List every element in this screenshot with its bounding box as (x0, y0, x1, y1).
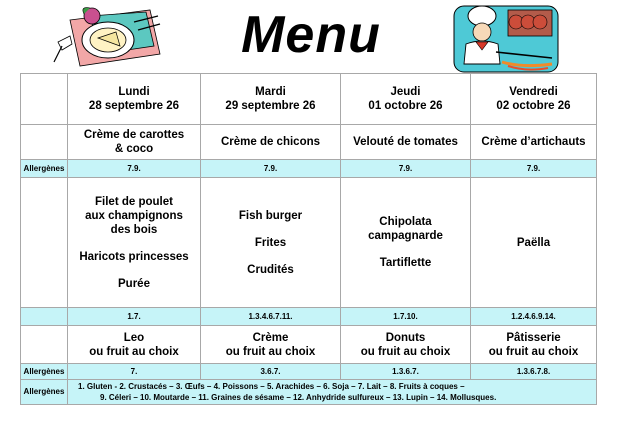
day-header (201, 74, 341, 125)
legend-line: 9. Céleri – 10. Moutarde – 11. Graines de sésame – 12. Anhydride sulfureux – 13. Lupin – 14. Mollusques. (100, 393, 497, 402)
dessert-allergen-row (21, 364, 597, 380)
allergen-label-empty (21, 308, 68, 326)
dessert-cell (201, 326, 341, 364)
legend-row (21, 380, 597, 405)
soup-allergen-row (21, 160, 597, 178)
allergen-codes: 7. (68, 364, 201, 380)
legend-line: 1. Gluten - 2. Crustacés – 3. Œufs – 4. Poissons – 5. Arachides – 6. Soja – 7. Lait – 8. Fruits à coques – (78, 382, 465, 391)
soup-name: Crème de carottes (83, 129, 185, 141)
allergen-codes: 1.7. (68, 308, 201, 326)
day-name: Mardi (255, 86, 286, 98)
main-item: aux champignons (85, 209, 183, 222)
day-header (68, 74, 201, 125)
main-item: Paëlla (516, 236, 551, 249)
row-label-empty (21, 326, 68, 364)
day-name: Jeudi (390, 86, 421, 98)
main-cell (471, 178, 597, 308)
dessert-name: Pâtisserie (506, 331, 561, 344)
main-item: Filet de poulet (95, 195, 173, 208)
days-row (21, 74, 597, 125)
dessert-alt: ou fruit au choix (360, 345, 451, 358)
main-cell (341, 178, 471, 308)
day-header (341, 74, 471, 125)
day-name: Lundi (118, 86, 150, 98)
main-item: Fish burger (238, 209, 303, 222)
soup-cell (471, 125, 597, 160)
main-item: Chipolata (379, 216, 432, 228)
allergen-codes: 1.3.4.6.7.11. (201, 308, 341, 326)
page-title: Menu (241, 6, 381, 64)
soup-cell (201, 125, 341, 160)
dessert-row (21, 326, 597, 364)
day-name: Vendredi (509, 86, 558, 98)
dessert-alt: ou fruit au choix (89, 345, 179, 358)
allergen-label: Allergènes (21, 160, 68, 178)
corner-cell (21, 74, 68, 125)
day-date: 28 septembre 26 (88, 100, 180, 112)
allergen-codes: 1.3.6.7.8. (471, 364, 597, 380)
main-item: des bois (110, 223, 158, 236)
allergen-label: Allergènes (21, 364, 68, 380)
main-item: Haricots princesses (79, 250, 189, 263)
allergen-codes: 1.2.4.6.9.14. (471, 308, 597, 326)
dessert-name: Crème (252, 331, 289, 344)
soup-name: Crème de chicons (220, 136, 321, 148)
soup-cell (68, 125, 201, 160)
dessert-cell (471, 326, 597, 364)
allergen-codes: 3.6.7. (201, 364, 341, 380)
chef-grill-clipart (452, 2, 560, 74)
allergen-codes: 1.3.6.7. (341, 364, 471, 380)
allergen-codes: 7.9. (341, 160, 471, 178)
dessert-cell (68, 326, 201, 364)
soup-name: Crème d’artichauts (481, 136, 586, 148)
allergen-legend (68, 380, 597, 405)
row-label-empty (21, 178, 68, 308)
dessert-alt: ou fruit au choix (225, 345, 316, 358)
day-date: 29 septembre 26 (225, 100, 316, 112)
day-header (471, 74, 597, 125)
day-date: 02 octobre 26 (496, 100, 571, 112)
soup-cell (341, 125, 471, 160)
main-item: Crudités (247, 263, 294, 276)
soup-row (21, 125, 597, 160)
soup-name-cont: & coco (114, 143, 154, 155)
day-date: 01 octobre 26 (368, 100, 443, 112)
main-item: campagnarde (368, 230, 443, 242)
allergen-codes: 7.9. (68, 160, 201, 178)
main-item: Frites (254, 236, 287, 249)
table-setting-clipart (50, 2, 165, 72)
allergen-label: Allergènes (21, 380, 68, 405)
main-item: Purée (118, 277, 150, 290)
soup-name: Velouté de tomates (353, 136, 458, 148)
allergen-codes: 7.9. (201, 160, 341, 178)
dessert-cell (341, 326, 471, 364)
main-item: Tartiflette (379, 257, 432, 269)
main-allergen-row (21, 308, 597, 326)
main-cell (68, 178, 201, 308)
dessert-name: Leo (123, 331, 145, 344)
main-cell (201, 178, 341, 308)
dessert-name: Donuts (385, 331, 426, 344)
row-label-empty (21, 125, 68, 160)
dessert-alt: ou fruit au choix (488, 345, 579, 358)
menu-table (20, 73, 597, 405)
allergen-codes: 7.9. (471, 160, 597, 178)
main-row (21, 178, 597, 308)
allergen-codes: 1.7.10. (341, 308, 471, 326)
